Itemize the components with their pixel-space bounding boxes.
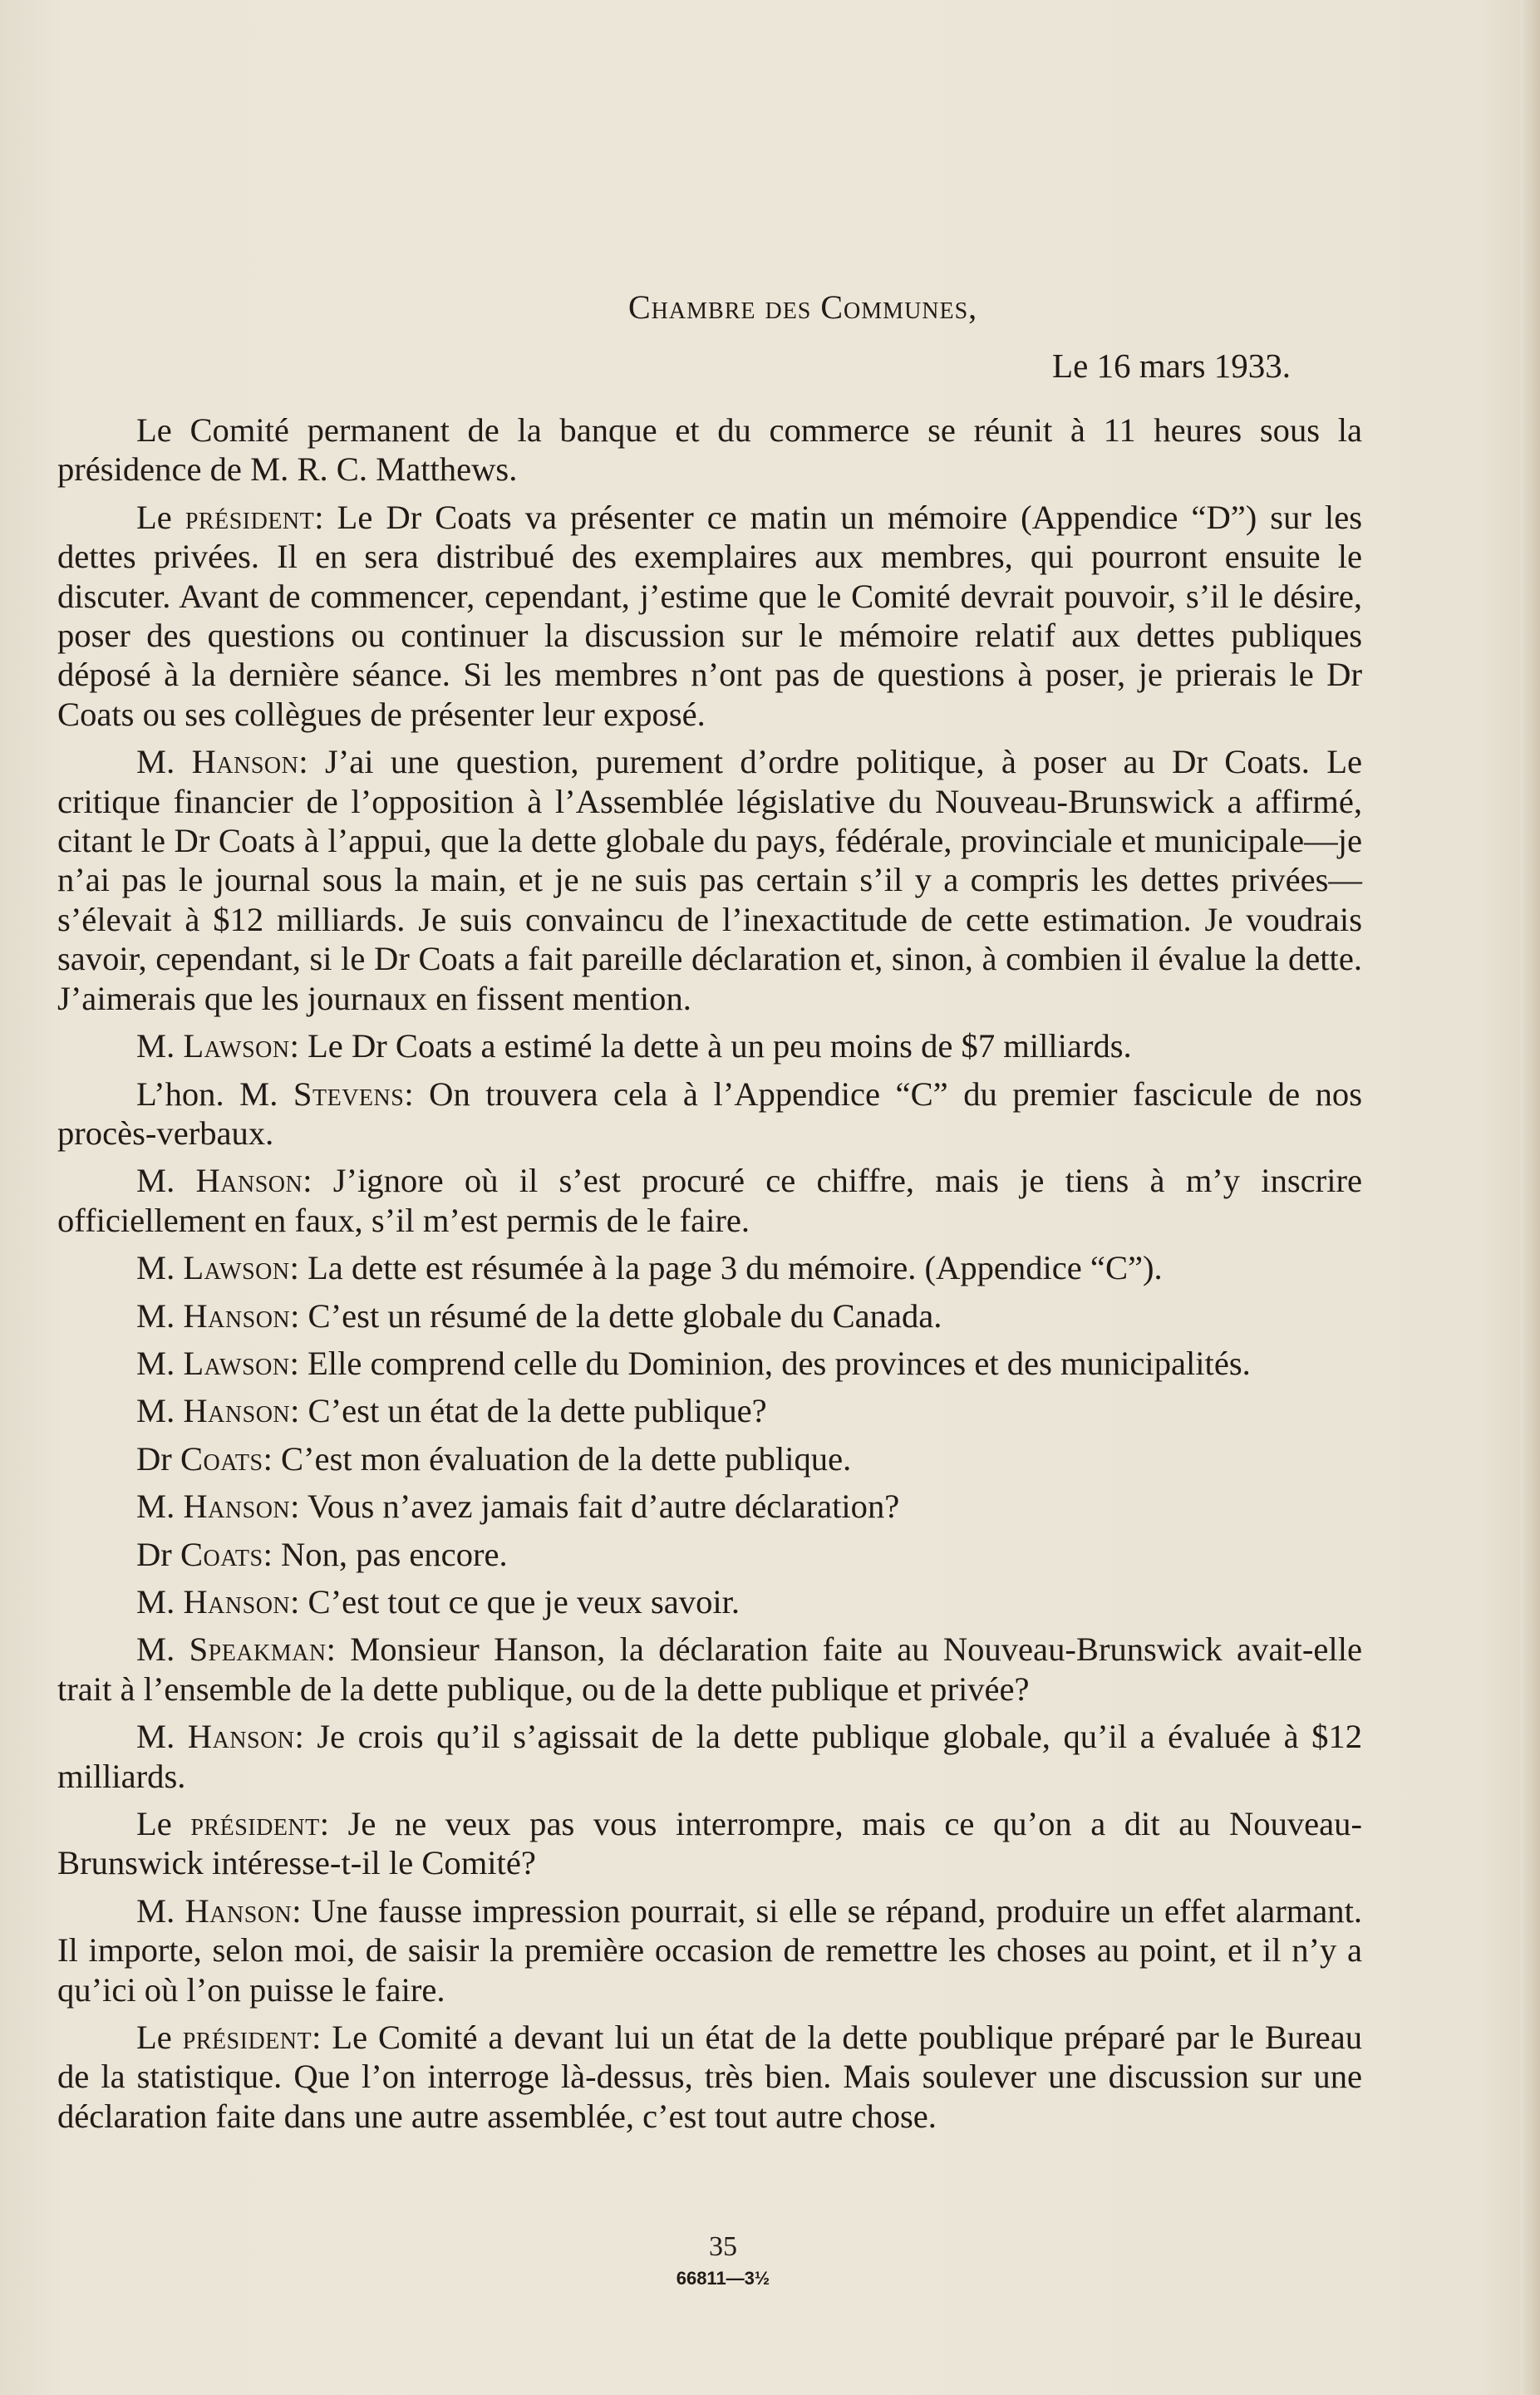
speaker-name: Coats (180, 1439, 263, 1478)
speaker-name: Hanson (183, 1582, 291, 1620)
paragraph (57, 1075, 1362, 1153)
speaker-prefix: M. (136, 1891, 185, 1930)
speaker-prefix: M. (136, 1488, 184, 1526)
paragraph (57, 498, 1362, 734)
speaker-name: président (190, 1805, 320, 1842)
paragraph (57, 1717, 1362, 1796)
paragraph (57, 1344, 1362, 1383)
paragraph (57, 1487, 1362, 1526)
speaker-prefix: Dr (136, 1535, 180, 1573)
paragraph-text: : Le Dr Coats a estimé la dette à un peu moins de $7 milliards. (289, 1027, 1132, 1065)
speaker-name: Hanson (183, 1296, 291, 1335)
paragraph (57, 1248, 1362, 1287)
speaker-prefix: Le (136, 1805, 191, 1842)
speaker-prefix: M. (136, 1249, 184, 1287)
paragraph-text: : Une fausse impression pourrait, si elle se répand, produire un effet alarmant. Il importe, selon moi, de saisir la première occasion de remettre les choses au point, et il n’y a qu’ici où l’on puisse le faire. (57, 1891, 1362, 2009)
speaker-name: Lawson (183, 1027, 290, 1065)
speaker-prefix: M. (136, 1344, 184, 1382)
speaker-name: Hanson (183, 1488, 291, 1526)
speaker-prefix: M. (136, 1718, 188, 1756)
paragraph-text: : Je crois qu’il s’agissait de la dette publique globale, qu’il a évaluée à $12 milliards. (57, 1718, 1362, 1795)
paragraph (57, 1891, 1362, 2009)
paragraph-text: : Le Comité a devant lui un état de la dette poublique préparé par le Bureau de la statistique. Que l’on interroge là-dessus, très bien. Mais soulever une discussion sur une déclaration faite dans une autre assemblée, c’est tout autre chose. (57, 2019, 1362, 2135)
speaker-prefix: L’hon. M. (136, 1075, 293, 1113)
paragraph (57, 1296, 1362, 1335)
paragraph-text: : Monsieur Hanson, la déclaration faite au Nouveau-Brunswick avait-elle trait à l’ensemble de la dette publique, ou de la dette publique et privée? (57, 1630, 1362, 1708)
paragraph-text: : C’est un état de la dette publique? (290, 1392, 767, 1430)
paragraph-text: : J’ignore où il s’est procuré ce chiffre, mais je tiens à m’y inscrire officiellement en faux, s’il m’est permis de le faire. (57, 1162, 1362, 1239)
paragraph-text: : Vous n’avez jamais fait d’autre déclaration? (290, 1488, 900, 1526)
print-code: 66811—3½ (676, 2268, 770, 2289)
speaker-prefix: M. (136, 743, 192, 781)
speaker-prefix: Le (136, 498, 185, 536)
speaker-name: Stevens (293, 1075, 405, 1113)
speaker-prefix: M. (136, 1027, 184, 1065)
paragraph (57, 1582, 1362, 1621)
speaker-name: Hanson (195, 1162, 303, 1200)
speaker-prefix: M. (136, 1582, 184, 1620)
paragraph-text: Le Comité permanent de la banque et du commerce se réunit à 11 heures sous la présidence de M. R. C. Matthews. (57, 411, 1362, 489)
speaker-prefix: Dr (136, 1439, 180, 1478)
speaker-name: Hanson (191, 743, 299, 781)
paragraph-text: : Je ne veux pas vous interrompre, mais ce qu’on a dit au Nouveau-Brunswick intéresse-t-il le Comité? (57, 1805, 1362, 1882)
paragraph-text: : C’est tout ce que je veux savoir. (290, 1582, 740, 1620)
speaker-name: Hanson (185, 1891, 293, 1930)
paragraph (57, 1026, 1362, 1065)
paragraph-text: : C’est mon évaluation de la dette publique. (263, 1439, 852, 1478)
paragraph (57, 1535, 1362, 1574)
paragraph (57, 742, 1362, 1018)
session-date: Le 16 mars 1933. (1052, 347, 1291, 385)
speaker-prefix: M. (136, 1392, 184, 1430)
speaker-name: président (185, 498, 315, 536)
paragraph (57, 1804, 1362, 1883)
chamber-heading (628, 288, 977, 327)
speaker-name: président (182, 2019, 312, 2057)
paragraph-text: : J’ai une question, purement d’ordre politique, à poser au Dr Coats. Le critique financier de l’opposition à l’Assemblée législative du Nouveau-Brunswick a affirmé, citant le Dr Coats à l’appui, que la dette globale du pays, fédérale, provinciale et municipale—je n’ai pas le journal sous la main, et je ne suis pas certain s’il y a compris les dettes privées—s’élevait à $12 milliards. Je suis convaincu de l’inexactitude de cette estimation. Je voudrais savoir, cependant, si le Dr Coats a fait pareille déclaration et, sinon, à combien il évalue la dette. J’aimerais que les journaux en fissent mention. (57, 743, 1362, 1017)
speaker-prefix: Le (136, 2019, 183, 2057)
page-edge-shadow (1520, 0, 1540, 2395)
page-number: 35 (709, 2231, 737, 2262)
speaker-name: Hanson (187, 1718, 295, 1756)
paragraph-text: : Le Dr Coats va présenter ce matin un mémoire (Appendice “D”) sur les dettes privées. Il en sera distribué des exemplaires aux membres, qui pourront ensuite le discuter. Avant de commencer, cependant, j’estime que le Comité devrait pouvoir, s’il le désire, poser des questions ou continuer la discussion sur le mémoire relatif aux dettes publiques déposé à la dernière séance. Si les membres n’ont pas de questions à poser, je prierais le Dr Coats ou ses collègues de présenter leur exposé. (57, 498, 1363, 733)
paragraph (57, 1391, 1362, 1430)
paragraph (57, 1161, 1362, 1240)
chamber-heading-text: Chambre des Communes, (628, 288, 978, 326)
paragraph (57, 1439, 1362, 1478)
speaker-prefix: M. (136, 1630, 189, 1669)
paragraph (57, 1630, 1362, 1709)
paragraph-text: : La dette est résumée à la page 3 du mémoire. (Appendice “C”). (289, 1249, 1163, 1287)
speaker-prefix: M. (136, 1162, 196, 1200)
minutes-body (57, 411, 1362, 2144)
paragraph-text: : On trouvera cela à l’Appendice “C” du premier fascicule de nos procès-verbaux. (57, 1075, 1362, 1152)
speaker-name: Speakman (189, 1630, 327, 1669)
paragraph (57, 411, 1362, 489)
paragraph-text: : C’est un résumé de la dette globale du Canada. (290, 1296, 942, 1335)
speaker-prefix: M. (136, 1296, 184, 1335)
speaker-name: Hanson (183, 1392, 291, 1430)
speaker-name: Lawson (183, 1249, 290, 1287)
paragraph (57, 2018, 1362, 2136)
speaker-name: Coats (180, 1535, 263, 1573)
paragraph-text: : Elle comprend celle du Dominion, des provinces et des municipalités. (289, 1344, 1251, 1382)
speaker-name: Lawson (183, 1344, 290, 1382)
paragraph-text: : Non, pas encore. (263, 1535, 508, 1573)
